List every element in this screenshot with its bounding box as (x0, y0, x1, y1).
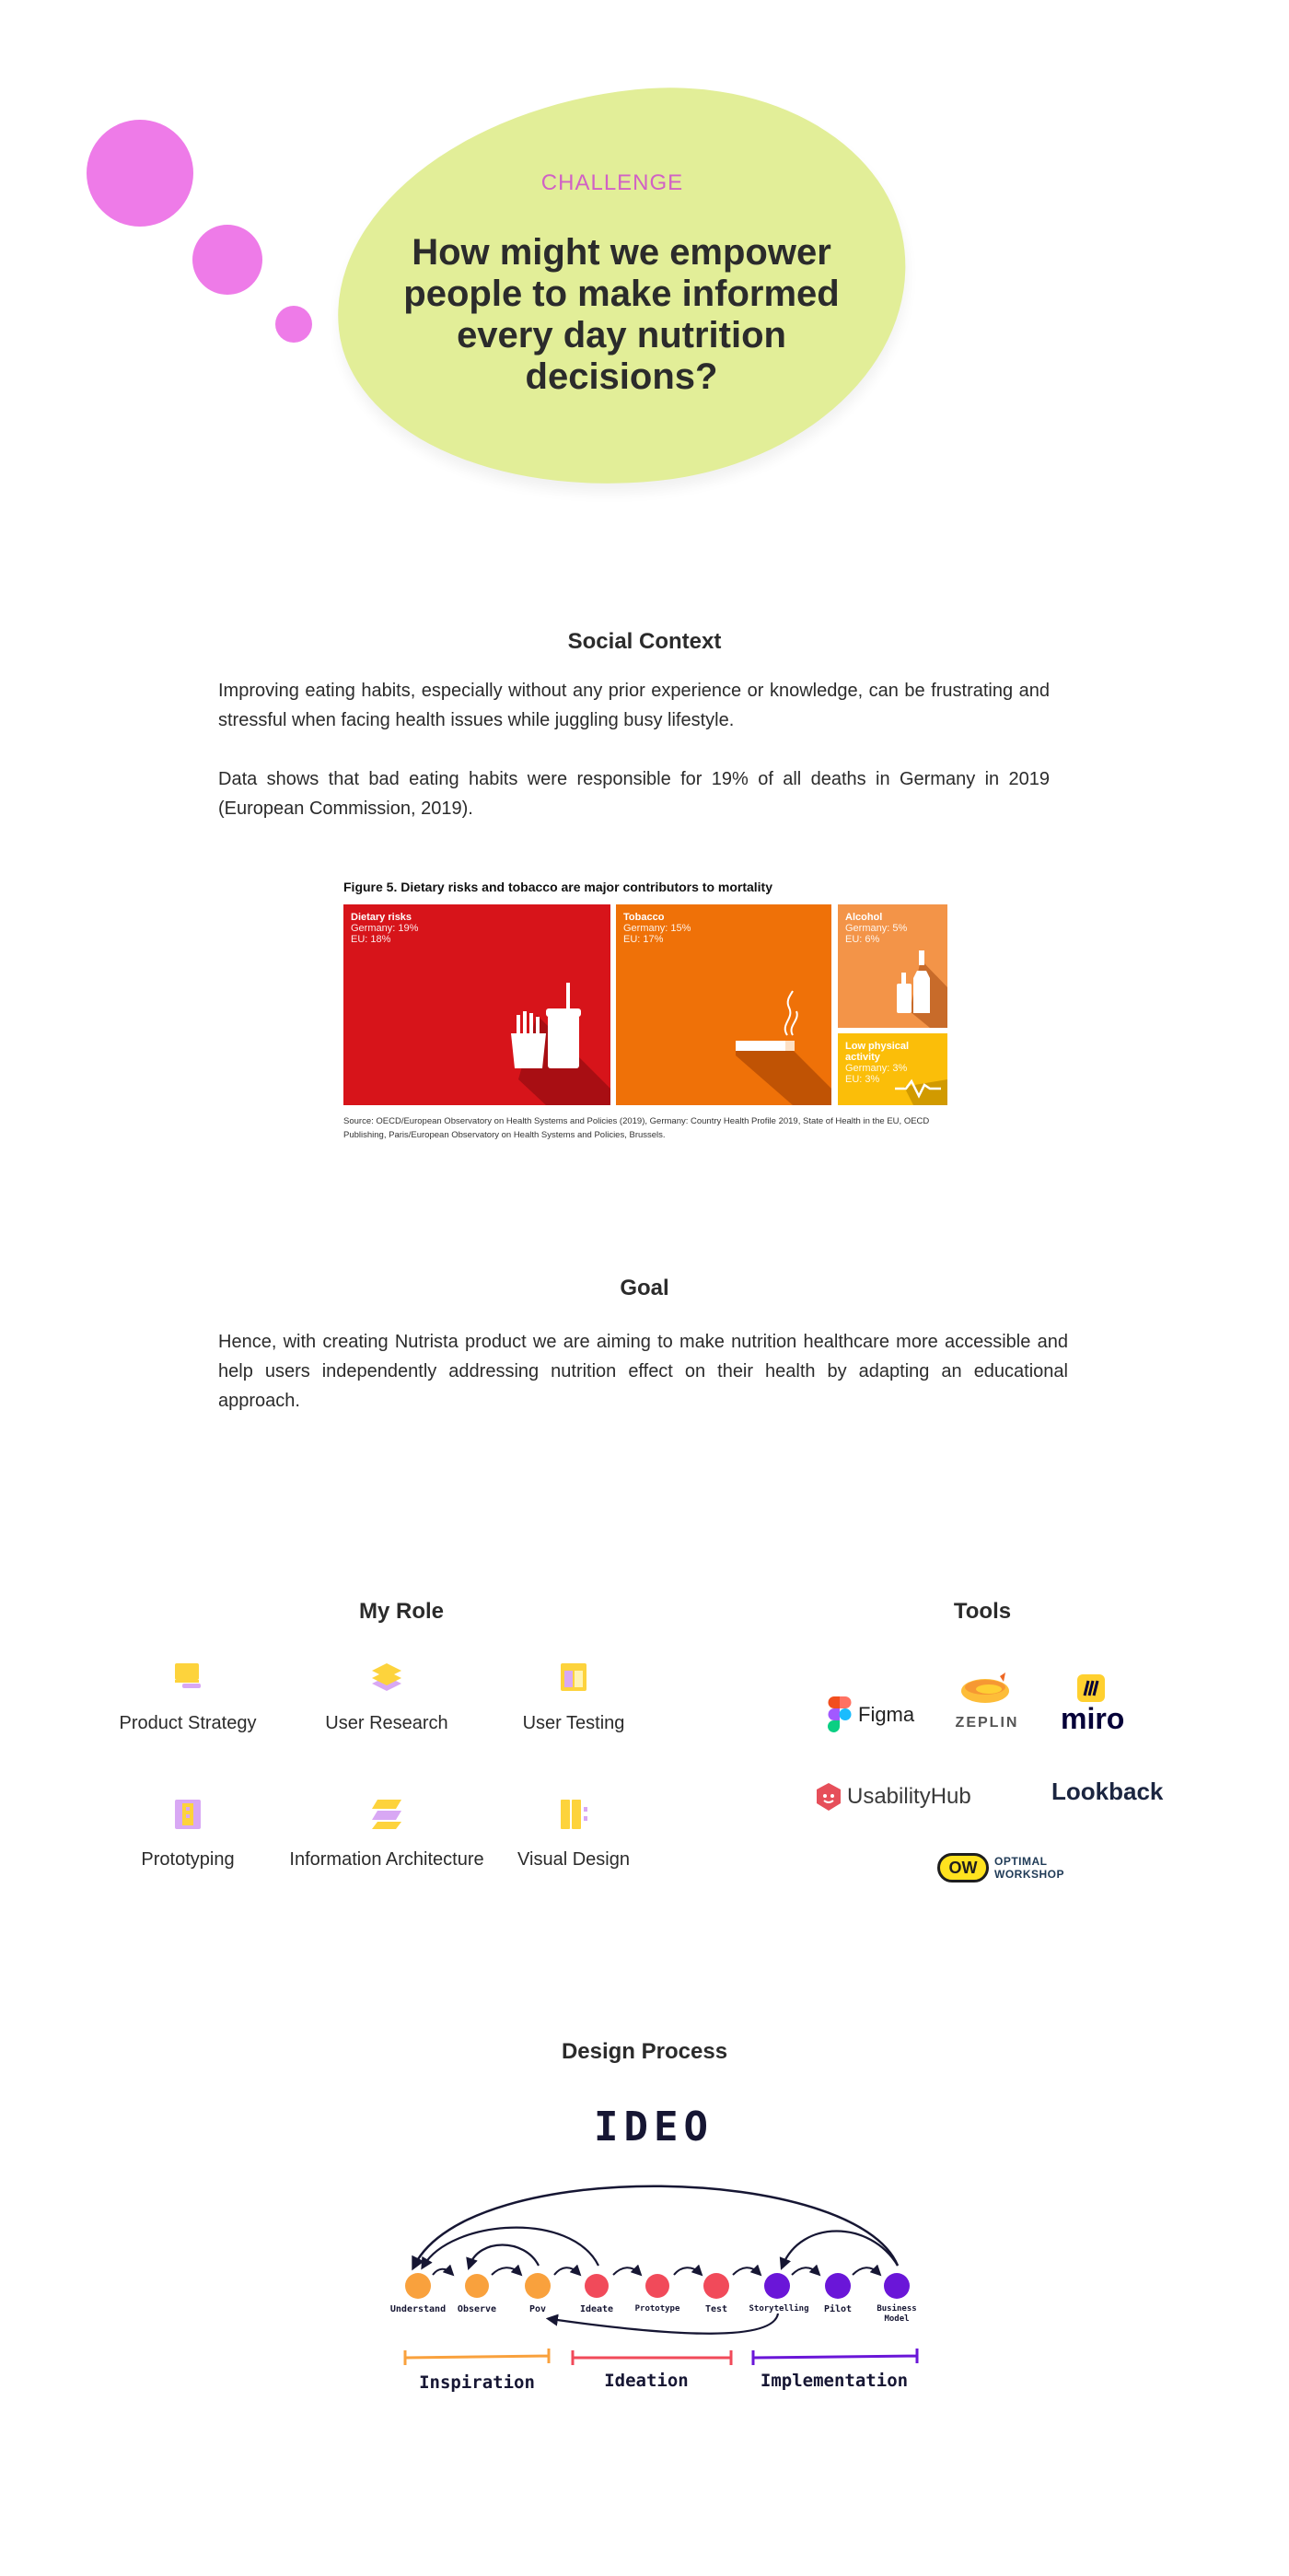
social-context-paragraph-1: Improving eating habits, especially without any prior experience or knowledge, can be frustrating and stressful when facing health issues while juggling busy lifestyle. (218, 681, 1050, 730)
role-product-strategy (96, 1660, 280, 1743)
step-dot-pov (525, 2273, 551, 2299)
step-dot-ideate (585, 2274, 609, 2298)
role-visual-design (482, 1796, 666, 1879)
social-context-title: Social Context (567, 629, 722, 654)
mortality-figure (343, 880, 947, 1147)
usabilityhub-icon (816, 1783, 842, 1811)
tile-low-physical-activity (838, 1033, 947, 1105)
tool-miro (1059, 1674, 1132, 1737)
tile-germany: Germany: 19% (351, 923, 419, 934)
step-label-understand: Understand (389, 2304, 447, 2314)
figma-label: Figma (858, 1703, 915, 1726)
zeplin-icon (958, 1669, 1013, 1709)
figma-icon (827, 1696, 853, 1733)
cigarette-icon (736, 987, 831, 1105)
step-label-test: Test (704, 2304, 728, 2314)
usabilityhub-label: UsabilityHub (847, 1784, 971, 1809)
heartbeat-icon (895, 1070, 947, 1105)
figure-source: Source: OECD/European Observatory on Health Systems and Policies (2019), Germany: Country Health Profile 2019, State of Health in the EU, OECD Publishing, Paris/European Observatory on Health Systems and Policies, Brussels. (343, 1116, 930, 1140)
user-testing-icon (555, 1660, 592, 1696)
zeplin-label: ZEPLIN (955, 1715, 1019, 1731)
step-label-pov: Pov (528, 2304, 547, 2314)
figure-title: Figure 5. Dietary risks and tobacco are major contributors to mortality (343, 880, 773, 894)
fast-food-icon (482, 978, 610, 1105)
step-dot-prototype (645, 2274, 669, 2298)
goal-text: Hence, with creating Nutrista product we are aiming to make nutrition healthcare more accessible and help users independently addressing nutrition effect on their health by adapting an educational approach. (218, 1332, 1068, 1411)
phase-bracket-ideation (573, 2350, 731, 2365)
tile-dietary-risks (343, 904, 610, 1105)
step-dot-test (703, 2273, 729, 2299)
step-dot-observe (465, 2274, 489, 2298)
role-label: Information Architecture (289, 1849, 484, 1870)
challenge-question: How might we empower people to make informed every day nutrition decisions? (403, 232, 840, 397)
tool-figma (827, 1695, 937, 1735)
tile-name: Low physical activity (845, 1041, 910, 1063)
my-role-title: My Role (358, 1599, 444, 1624)
phase-label-ideation: Ideation (604, 2371, 689, 2391)
ideo-title: IDEO (594, 2104, 714, 2151)
thought-bubble-medium (192, 225, 262, 295)
process-arrows (377, 2100, 930, 2404)
tile-name: Dietary risks (351, 912, 412, 923)
tile-name: Tobacco (623, 912, 665, 923)
role-label: Visual Design (517, 1849, 630, 1870)
tile-name: Alcohol (845, 912, 883, 923)
optimal-label: OPTIMAL (994, 1855, 1048, 1868)
step-label-storytelling: Storytelling (749, 2304, 809, 2314)
role-label: User Testing (522, 1713, 625, 1733)
miro-logo-icon (1077, 1674, 1105, 1702)
tools-title: Tools (953, 1599, 1012, 1624)
design-process-title: Design Process (561, 2039, 728, 2064)
goal-title: Goal (620, 1276, 669, 1300)
visual-design-icon (555, 1796, 592, 1833)
social-context-paragraph-2: Data shows that bad eating habits were responsible for 19% of all deaths in Germany in 2019 (European Commission, 2019). (218, 769, 1050, 819)
challenge-label: CHALLENGE (540, 170, 684, 195)
ow-badge-text: OW (948, 1859, 978, 1877)
tool-optimal-workshop (937, 1851, 1085, 1888)
role-label: Product Strategy (119, 1713, 257, 1733)
role-label: Prototyping (141, 1849, 235, 1870)
tool-zeplin (952, 1669, 1022, 1737)
step-label-ideate: Ideate (579, 2304, 614, 2314)
step-label-pilot: Pilot (823, 2304, 853, 2314)
bottles-icon (893, 950, 947, 1028)
tile-germany: Germany: 5% (845, 923, 908, 934)
phase-label-inspiration: Inspiration (419, 2372, 535, 2393)
miro-label: miro (1061, 1702, 1125, 1735)
workshop-label: WORKSHOP (994, 1868, 1064, 1881)
role-prototyping (96, 1796, 280, 1879)
phase-label-implementation: Implementation (760, 2371, 909, 2391)
thought-bubble-small (275, 306, 312, 343)
step-dot-pilot (825, 2273, 851, 2299)
tile-germany: Germany: 3% (845, 1063, 908, 1074)
role-label: User Research (325, 1713, 448, 1733)
step-dot-understand (405, 2273, 431, 2299)
role-information-architecture (276, 1796, 497, 1879)
tile-alcohol (838, 904, 947, 1028)
product-strategy-icon (169, 1660, 206, 1696)
tool-usabilityhub (816, 1779, 1000, 1816)
tile-germany: Germany: 15% (623, 923, 691, 934)
prototyping-icon (169, 1796, 206, 1833)
step-dot-business-model (884, 2273, 910, 2299)
phase-bracket-implementation (753, 2349, 917, 2365)
information-architecture-icon (368, 1796, 405, 1833)
tile-eu: EU: 3% (845, 1074, 880, 1085)
lookback-label: Lookback (1051, 1778, 1164, 1805)
tile-eu: EU: 6% (845, 934, 880, 945)
tile-eu: EU: 17% (623, 934, 664, 945)
thought-bubble-large (87, 120, 193, 227)
step-label-observe: Observe (457, 2304, 497, 2314)
phase-bracket-inspiration (405, 2349, 549, 2365)
tile-eu: EU: 18% (351, 934, 391, 945)
step-label-business-model: Business Model (877, 2304, 917, 2324)
role-user-research (295, 1660, 479, 1743)
role-user-testing (482, 1660, 666, 1743)
tool-lookback (1051, 1776, 1171, 1813)
optimal-workshop-badge (937, 1853, 989, 1882)
user-research-icon (368, 1660, 405, 1696)
miro-mark-icon (1077, 1674, 1105, 1702)
ideo-diagram (377, 2100, 930, 2404)
tile-tobacco (616, 904, 831, 1105)
step-dot-storytelling (764, 2273, 790, 2299)
step-label-prototype: Prototype (634, 2304, 680, 2314)
